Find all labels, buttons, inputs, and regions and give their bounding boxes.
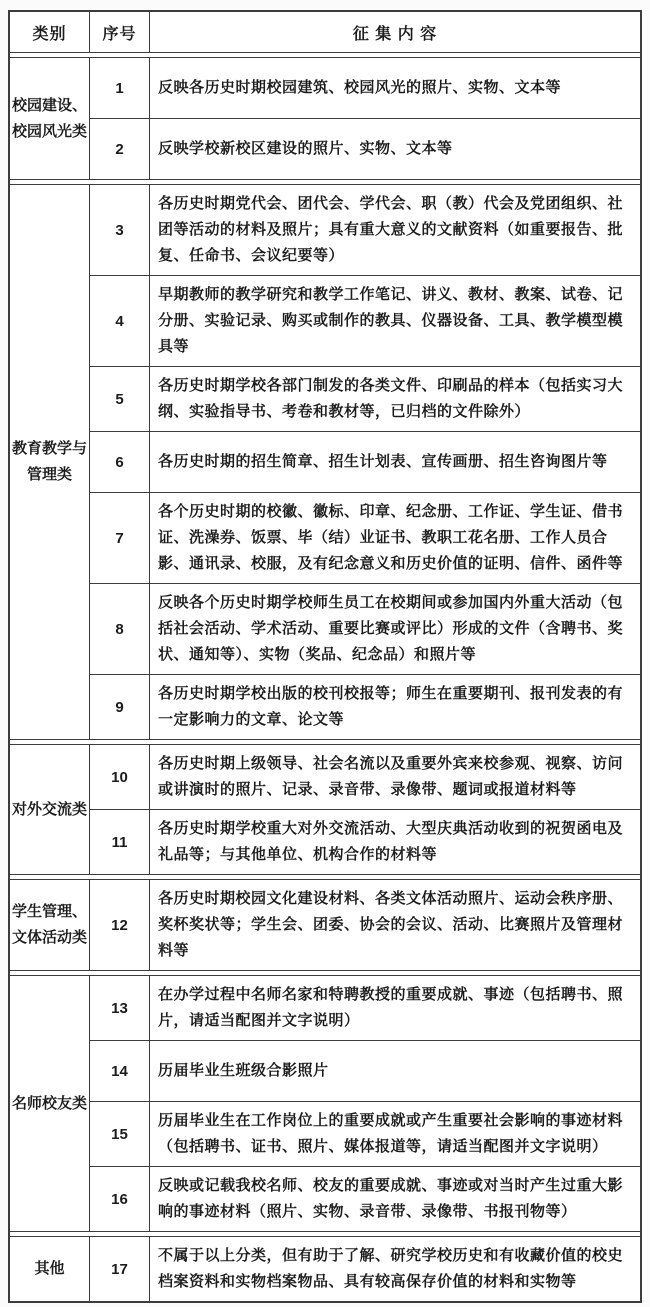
table-row: [90, 880, 640, 970]
table-row: [90, 185, 640, 275]
table-row: [90, 809, 640, 874]
content-cell: 历届毕业生在工作岗位上的重要成就或产生重要社会影响的事迹材料（包括聘书、证书、照片、媒体报道等，请适当配图并文字说明）: [158, 1112, 624, 1155]
table-row: [90, 58, 640, 118]
content-cell: 历届毕业生班级合影照片: [158, 1062, 329, 1079]
serial-number-cell: 17: [90, 1237, 150, 1301]
category-group: [10, 1236, 640, 1301]
content-cell: 反映各个历史时期学校师生员工在校期间或参加国内外重大活动（包括社会活动、学术活动、重要比赛或评比）形成的文件（含聘书、奖状、通知等）、实物（奖品、纪念品）和照片等: [158, 594, 624, 663]
table-row: [90, 674, 640, 739]
serial-number-cell: 7: [90, 493, 150, 583]
table-row: [90, 1040, 640, 1101]
table-row: [90, 118, 640, 179]
serial-number-cell: 5: [90, 367, 150, 431]
table-row: [90, 976, 640, 1040]
category-cell: 名师校友类: [10, 976, 90, 1231]
content-cell: 各历史时期学校各部门制发的各类文件、印刷品的样本（包括实习大纲、实验指导书、考卷和教材等，已归档的文件除外）: [158, 377, 624, 420]
content-cell: 各个历史时期的校徽、徽标、印章、纪念册、工作证、学生证、借书证、洗澡券、饭票、毕（结）业证书、教职工花名册、工作人员合影、通讯录、校服，及有纪念意义和历史价值的证明、信件、函件等: [158, 503, 624, 572]
group-rows: [90, 1237, 640, 1301]
serial-number-cell: 15: [90, 1102, 150, 1166]
content-cell: 各历史时期学校出版的校刊校报等；师生在重要期刊、报刊发表的有一定影响力的文章、论文等: [158, 685, 624, 728]
table-row: [90, 745, 640, 809]
category-cell: 对外交流类: [10, 745, 90, 874]
header-serial-number: 序号: [90, 12, 150, 52]
content-cell: 各历史时期上级领导、社会名流以及重要外宾来校参观、视察、访问或讲演时的照片、记录、录音带、录像带、题词或报道材料等: [158, 755, 624, 798]
content-cell: 各历史时期校园文化建设材料、各类文体活动照片、运动会秩序册、奖杯奖状等；学生会、团委、协会的会议、活动、比赛照片及管理材料等: [158, 890, 624, 959]
header-collection-content: 征 集 内 容: [352, 25, 438, 43]
group-rows: [90, 745, 640, 874]
serial-number-cell: 4: [90, 276, 150, 366]
category-cell: 教育教学与管理类: [10, 185, 90, 739]
serial-number-cell: 3: [90, 185, 150, 275]
collection-table: [8, 10, 642, 1303]
table-header-row: [10, 12, 640, 53]
group-rows: [90, 880, 640, 970]
category-group: [10, 744, 640, 875]
serial-number-cell: 9: [90, 675, 150, 739]
table-row: [90, 431, 640, 492]
category-group: [10, 975, 640, 1232]
table-row: [90, 583, 640, 674]
category-cell: 校园建设、校园风光类: [10, 58, 90, 179]
content-cell: 反映学校新校区建设的照片、实物、文本等: [158, 140, 453, 157]
serial-number-cell: 2: [90, 119, 150, 179]
content-cell: 各历史时期的招生简章、招生计划表、宣传画册、招生咨询图片等: [158, 453, 608, 470]
table-row: [90, 366, 640, 431]
category-group: [10, 57, 640, 180]
table-row: [90, 492, 640, 583]
category-group: [10, 184, 640, 740]
content-cell: 反映或记载我校名师、校友的重要成就、事迹或对当时产生过重大影响的事迹材料（照片、实物、录音带、录像带、书报刊物等）: [158, 1177, 624, 1220]
group-rows: [90, 976, 640, 1231]
table-row: [90, 1237, 640, 1301]
content-cell: 早期教师的教学研究和教学工作笔记、讲义、教材、教案、试卷、记分册、实验记录、购买或制作的教具、仪器设备、工具、教学模型模具等: [158, 286, 624, 355]
group-rows: [90, 58, 640, 179]
serial-number-cell: 13: [90, 976, 150, 1040]
category-group: [10, 879, 640, 971]
serial-number-cell: 10: [90, 745, 150, 809]
serial-number-cell: 8: [90, 584, 150, 674]
serial-number-cell: 14: [90, 1041, 150, 1101]
serial-number-cell: 16: [90, 1167, 150, 1231]
table-row: [90, 1166, 640, 1231]
category-cell: 其他: [10, 1237, 90, 1301]
serial-number-cell: 12: [90, 880, 150, 970]
serial-number-cell: 1: [90, 58, 150, 118]
category-cell: 学生管理、文体活动类: [10, 880, 90, 970]
table-row: [90, 1101, 640, 1166]
content-cell: 各历史时期学校重大对外交流活动、大型庆典活动收到的祝贺函电及礼品等；与其他单位、机构合作的材料等: [158, 820, 624, 863]
table-row: [90, 275, 640, 366]
content-cell: 反映各历史时期校园建筑、校园风光的照片、实物、文本等: [158, 79, 562, 96]
group-rows: [90, 185, 640, 739]
header-category: 类别: [10, 12, 90, 52]
content-cell: 不属于以上分类，但有助于了解、研究学校历史和有收藏价值的校史档案资料和实物档案物品、具有较高保存价值的材料和实物等: [158, 1247, 624, 1290]
content-cell: 在办学过程中名师名家和特聘教授的重要成就、事迹（包括聘书、照片，请适当配图并文字说明）: [158, 986, 624, 1029]
serial-number-cell: 11: [90, 810, 150, 874]
content-cell: 各历史时期党代会、团代会、学代会、职（教）代会及党团组织、社团等活动的材料及照片；具有重大意义的文献资料（如重要报告、批复、任命书、会议纪要等）: [158, 195, 624, 264]
serial-number-cell: 6: [90, 432, 150, 492]
